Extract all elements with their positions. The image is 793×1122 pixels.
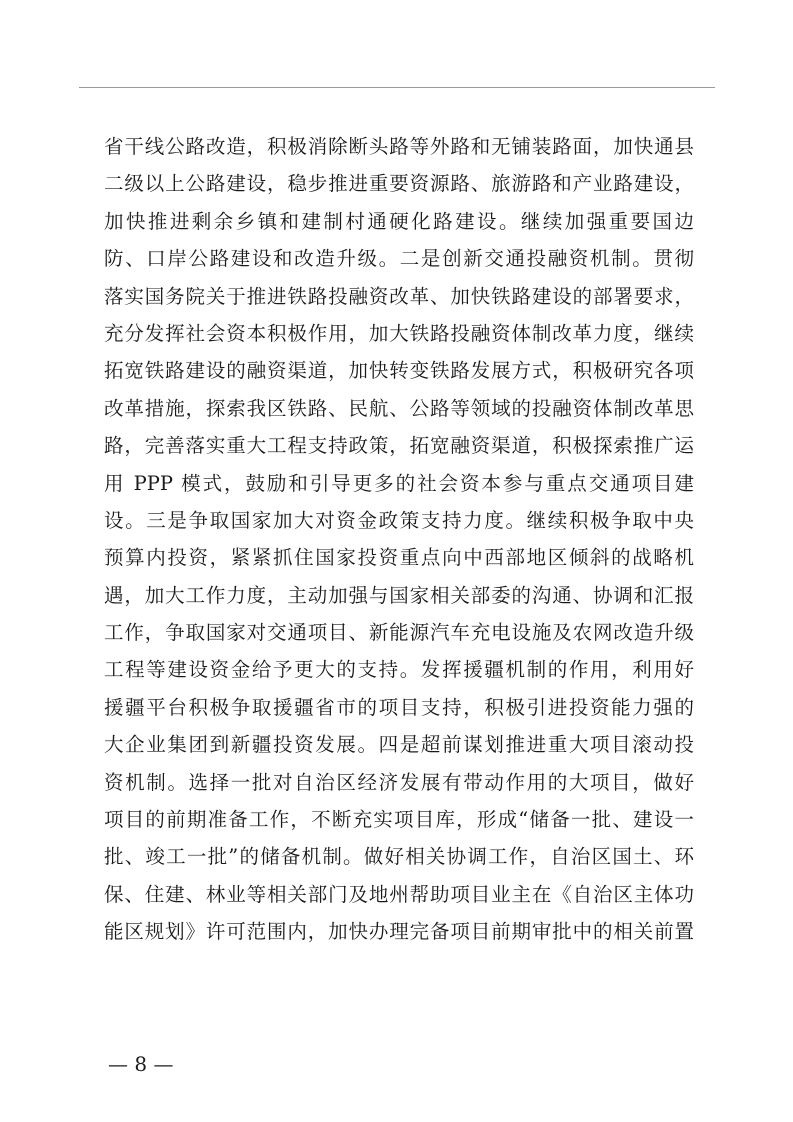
body-text	[104, 128, 694, 951]
text-line: 工作，争取国家对交通项目、新能源汽车充电设施及农网改造升级	[104, 621, 694, 645]
text-line: 路，完善落实重大工程支持政策，拓宽融资渠道，积极探索推广运	[104, 434, 694, 458]
text-line: 工程等建设资金给予更大的支持。发挥援疆机制的作用，利用好	[104, 658, 694, 682]
text-line: 省干线公路改造，积极消除断头路等外路和无铺装路面，加快通县	[104, 135, 694, 158]
text-line: 保、住建、林业等相关部门及地州帮助项目业主在《自治区主体功	[104, 882, 694, 906]
text-line: 落实国务院关于推进铁路投融资改革、加快铁路建设的部署要求，	[104, 284, 694, 308]
text-line: 防、口岸公路建设和改造升级。二是创新交通投融资机制。贯彻	[104, 247, 694, 271]
text-line: 大企业集团到新疆投资发展。四是超前谋划推进重大项目滚动投	[104, 733, 694, 757]
text-line: 改革措施，探索我区铁路、民航、公路等领域的投融资体制改革思	[104, 396, 694, 420]
text-line: 设。三是争取国家加大对资金政策支持力度。继续积极争取中央	[104, 508, 694, 532]
text-line: 充分发挥社会资本积极作用，加大铁路投融资体制改革力度，继续	[104, 321, 694, 345]
header-rule	[79, 87, 715, 88]
text-line: 援疆平台积极争取援疆省市的项目支持，积极引进投资能力强的	[104, 695, 694, 719]
text-line: 能区规划》许可范围内，加快办理完备项目前期审批中的相关前置	[104, 920, 694, 944]
text-line: 用 PPP 模式，鼓励和引导更多的社会资本参与重点交通项目建	[104, 471, 694, 495]
text-line: 预算内投资，紧紧抓住国家投资重点向中西部地区倾斜的战略机	[104, 546, 694, 570]
text-line: 二级以上公路建设，稳步推进重要资源路、旅游路和产业路建设，	[104, 172, 694, 196]
text-line: 遇，加大工作力度，主动加强与国家相关部委的沟通、协调和汇报	[104, 583, 694, 607]
text-line: 加快推进剩余乡镇和建制村通硬化路建设。继续加强重要国边	[104, 209, 694, 233]
text-line: 资机制。选择一批对自治区经济发展有带动作用的大项目，做好	[104, 770, 694, 794]
text-line: 批、竣工一批”的储备机制。做好相关协调工作，自治区国土、环	[104, 845, 694, 869]
text-line: 项目的前期准备工作，不断充实项目库，形成“储备一批、建设一	[104, 808, 694, 832]
text-line: 拓宽铁路建设的融资渠道，加快转变铁路发展方式，积极研究各项	[104, 359, 694, 383]
page-number: — 8 —	[108, 1052, 174, 1076]
